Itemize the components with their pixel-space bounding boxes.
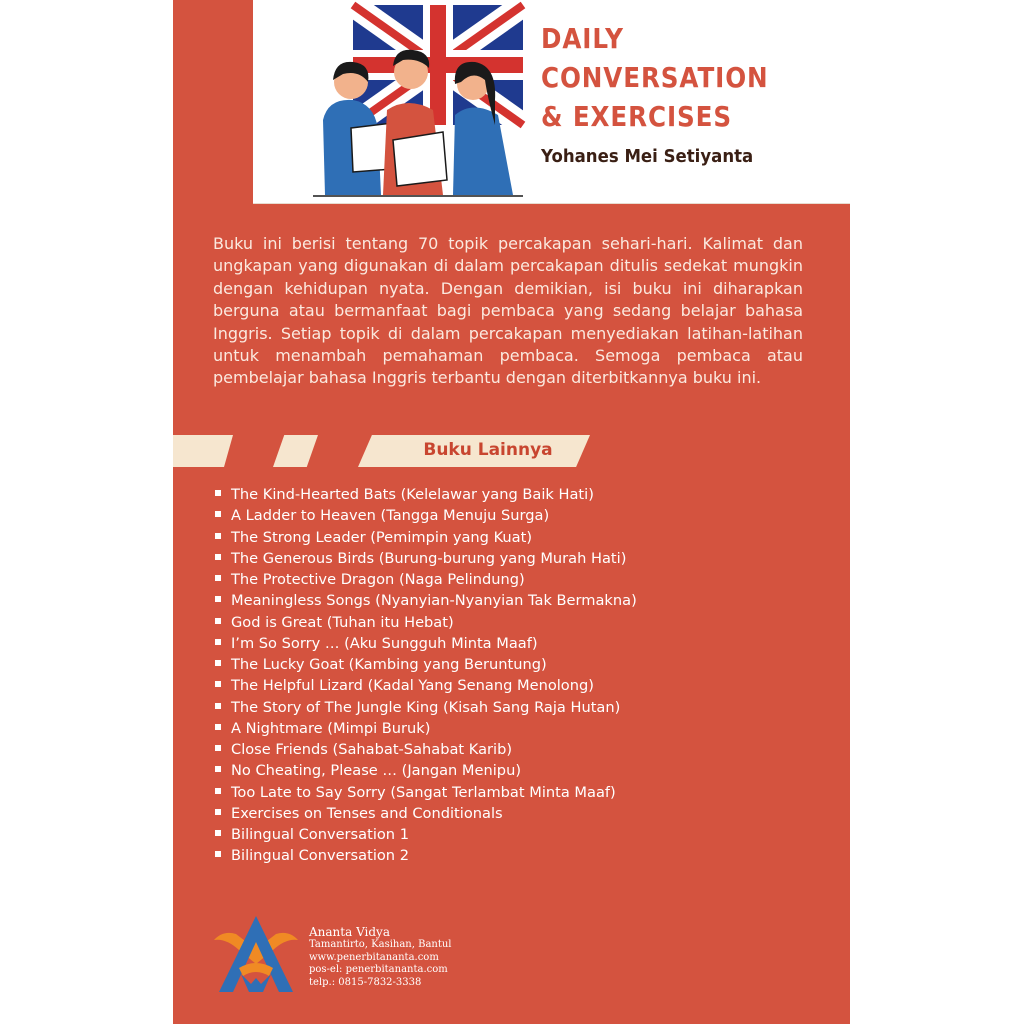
list-item	[215, 569, 637, 590]
book-item-title: A Ladder to Heaven (Tangga Menuju Surga)	[231, 507, 550, 525]
bullet-icon	[215, 596, 221, 602]
publisher-address: Tamantirto, Kasihan, Bantul	[309, 939, 452, 950]
bullet-icon	[215, 490, 221, 496]
list-item	[215, 782, 637, 803]
bullet-icon	[215, 788, 221, 794]
section-title-other-books: Buku Lainnya	[423, 440, 553, 460]
book-item-title: God is Great (Tuhan itu Hebat)	[231, 613, 454, 631]
list-item	[215, 675, 637, 696]
author-name: Yohanes Mei Setiyanta	[541, 146, 754, 167]
publisher-info	[309, 925, 452, 989]
book-item-title: The Protective Dragon (Naga Pelindung)	[231, 571, 525, 588]
students-with-flag-illustration	[283, 0, 533, 200]
book-title-line-2: CONVERSATION	[541, 61, 769, 94]
list-item	[215, 697, 637, 718]
book-item-title: Close Friends (Sahabat-Sahabat Karib)	[231, 741, 513, 758]
bullet-icon	[215, 660, 221, 666]
bullet-icon	[215, 745, 221, 751]
publisher-website: www.penerbitananta.com	[309, 951, 439, 963]
list-item	[215, 718, 637, 739]
list-item	[215, 548, 637, 569]
list-item	[215, 803, 637, 824]
bullet-icon	[215, 575, 221, 581]
book-item-title: I’m So Sorry … (Aku Sungguh Minta Maaf)	[231, 634, 538, 652]
list-item	[215, 505, 637, 526]
book-blurb: Buku ini berisi tentang 70 topik percakapan sehari-hari. Kalimat dan ungkapan yang digunakan di dalam percakapan ditulis sedekat mungkin dengan kehidupan nyata. Dengan demikian, isi buku ini diharapkan berguna atau bermanfaat bagi pembaca yang sedang belajar bahasa Inggris. Setiap topik di dalam percakapan menyediakan latihan-latihan untuk menambah pemahaman pembaca. Semoga pembaca atau pembelajar bahasa Inggris terbantu dengan diterbitkannya buku ini.	[213, 234, 803, 388]
bullet-icon	[215, 511, 221, 517]
book-item-title: The Kind-Hearted Bats (Kelelawar yang Baik Hati)	[231, 486, 594, 503]
book-item-title: Meaningless Songs (Nyanyian-Nyanyian Tak Bermakna)	[231, 592, 637, 610]
banner-stripe-1	[173, 435, 233, 467]
list-item	[215, 484, 637, 505]
list-item	[215, 633, 637, 654]
book-item-title: Exercises on Tenses and Conditionals	[231, 804, 503, 822]
publisher-email: pos-el: penerbitananta.com	[309, 964, 448, 975]
book-item-title: The Generous Birds (Burung-burung yang Murah Hati)	[231, 549, 627, 567]
book-item-title: The Strong Leader (Pemimpin yang Kuat)	[231, 528, 533, 546]
publisher-name: Ananta Vidya	[309, 925, 390, 939]
list-item	[215, 760, 637, 781]
book-title-line-1: DAILY	[541, 22, 624, 55]
book-item-title: No Cheating, Please … (Jangan Menipu)	[231, 762, 522, 780]
back-cover	[173, 0, 850, 1024]
other-books-list	[215, 484, 637, 867]
list-item	[215, 824, 637, 845]
book-item-title: Bilingual Conversation 2	[231, 847, 409, 865]
bullet-icon	[215, 851, 221, 857]
book-item-title: The Story of The Jungle King (Kisah Sang Raja Hutan)	[231, 698, 621, 716]
book-item-title: A Nightmare (Mimpi Buruk)	[231, 719, 431, 737]
bullet-icon	[215, 809, 221, 815]
header-panel	[253, 0, 850, 204]
bullet-icon	[215, 766, 221, 772]
bullet-icon	[215, 681, 221, 687]
publisher-phone: telp.: 0815-7832-3338	[309, 976, 422, 988]
bullet-icon	[215, 618, 221, 624]
book-item-title: The Lucky Goat (Kambing yang Beruntung)	[231, 656, 547, 673]
bullet-icon	[215, 554, 221, 560]
bullet-icon	[215, 830, 221, 836]
list-item	[215, 654, 637, 675]
book-item-title: Too Late to Say Sorry (Sangat Terlambat Minta Maaf)	[231, 783, 616, 801]
bullet-icon	[215, 724, 221, 730]
list-item	[215, 527, 637, 548]
list-item	[215, 845, 637, 866]
list-item	[215, 739, 637, 760]
book-title-line-3: & EXERCISES	[541, 100, 732, 133]
book-item-title: The Helpful Lizard (Kadal Yang Senang Menolong)	[231, 677, 594, 695]
bullet-icon	[215, 639, 221, 645]
banner-stripe-2	[273, 435, 318, 467]
list-item	[215, 612, 637, 633]
ananta-vidya-logo-icon	[211, 912, 301, 994]
book-item-title: Bilingual Conversation 1	[231, 826, 409, 843]
list-item	[215, 590, 637, 611]
bullet-icon	[215, 703, 221, 709]
bullet-icon	[215, 533, 221, 539]
union-jack-flag-icon	[353, 5, 523, 125]
